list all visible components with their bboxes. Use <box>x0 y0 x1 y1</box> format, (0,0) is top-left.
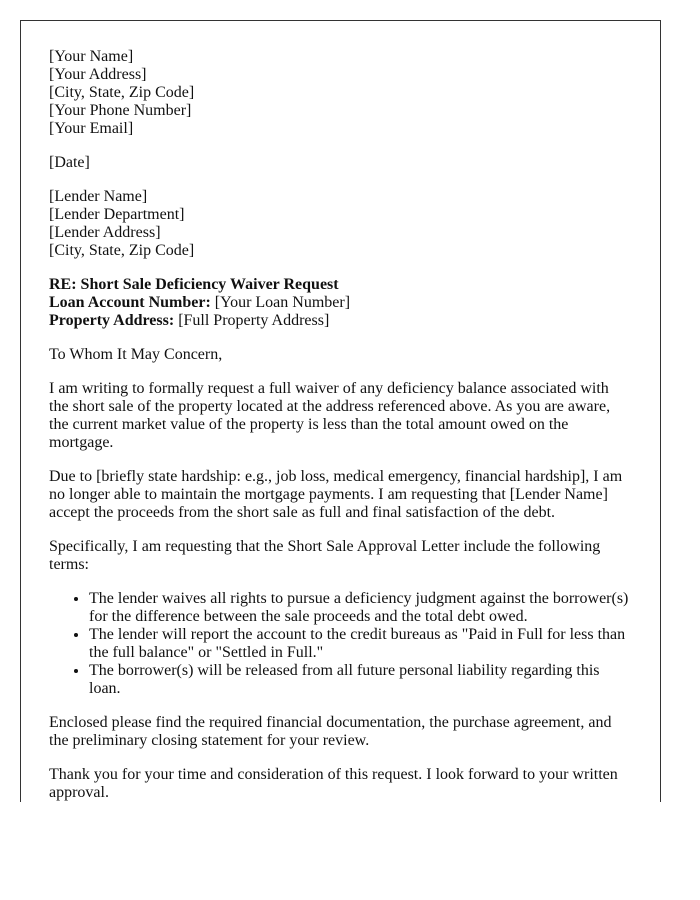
sender-address: [Your Address] <box>49 66 147 83</box>
sender-phone: [Your Phone Number] <box>49 102 192 119</box>
body-paragraph-3: Specifically, I am requesting that the Short Sale Approval Letter include the following terms: <box>49 538 601 573</box>
sender-block <box>49 48 632 138</box>
salutation: To Whom It May Concern, <box>49 346 223 363</box>
closing-paragraph-1: Enclosed please find the required financial documentation, the purchase agreement, and the preliminary closing statement for your review. <box>49 714 612 749</box>
body-paragraph-2: Due to [briefly state hardship: e.g., job loss, medical emergency, financial hardship], I am no longer able to maintain the mortgage payments. I am requesting that [Lender Name] accept the proceeds from the short sale as full and final satisfaction of the debt. <box>49 468 623 521</box>
loan-account-line <box>49 294 632 312</box>
terms-list-item: • The borrower(s) will be released from all future personal liability regarding this loan. <box>89 662 632 698</box>
recipient-block <box>49 188 632 260</box>
re-line: RE: Short Sale Deficiency Waiver Request <box>49 276 339 293</box>
sender-city-state-zip: [City, State, Zip Code] <box>49 84 195 101</box>
terms-list-item: • The lender waives all rights to pursue a deficiency judgment against the borrower(s) for the difference between the sale proceeds and the total debt owed. <box>89 590 632 626</box>
sender-name: [Your Name] <box>49 48 134 65</box>
closing-paragraph-2: Thank you for your time and consideration of this request. I look forward to your written approval. <box>49 766 618 801</box>
loan-account-value: [Your Loan Number] <box>214 294 351 311</box>
sender-email: [Your Email] <box>49 120 134 137</box>
body-paragraph-1: I am writing to formally request a full waiver of any deficiency balance associated with the short sale of the property located at the address referenced above. As you are aware, the current market value of the property is less than the total amount owed on the mortgage. <box>49 380 611 451</box>
letter-date: [Date] <box>49 154 90 171</box>
lender-address: [Lender Address] <box>49 224 161 241</box>
subject-block <box>49 276 632 330</box>
terms-list-item: • The lender will report the account to the credit bureaus as "Paid in Full for less than the full balance" or "Settled in Full." <box>89 626 632 662</box>
letter-page <box>20 20 661 802</box>
terms-list <box>49 590 632 698</box>
lender-department: [Lender Department] <box>49 206 185 223</box>
property-address-line <box>49 312 632 330</box>
lender-city-state-zip: [City, State, Zip Code] <box>49 242 195 259</box>
loan-account-label: Loan Account Number: <box>49 294 211 311</box>
property-address-value: [Full Property Address] <box>178 312 330 329</box>
lender-name: [Lender Name] <box>49 188 148 205</box>
date-block <box>49 154 632 172</box>
property-address-label: Property Address: <box>49 312 175 329</box>
